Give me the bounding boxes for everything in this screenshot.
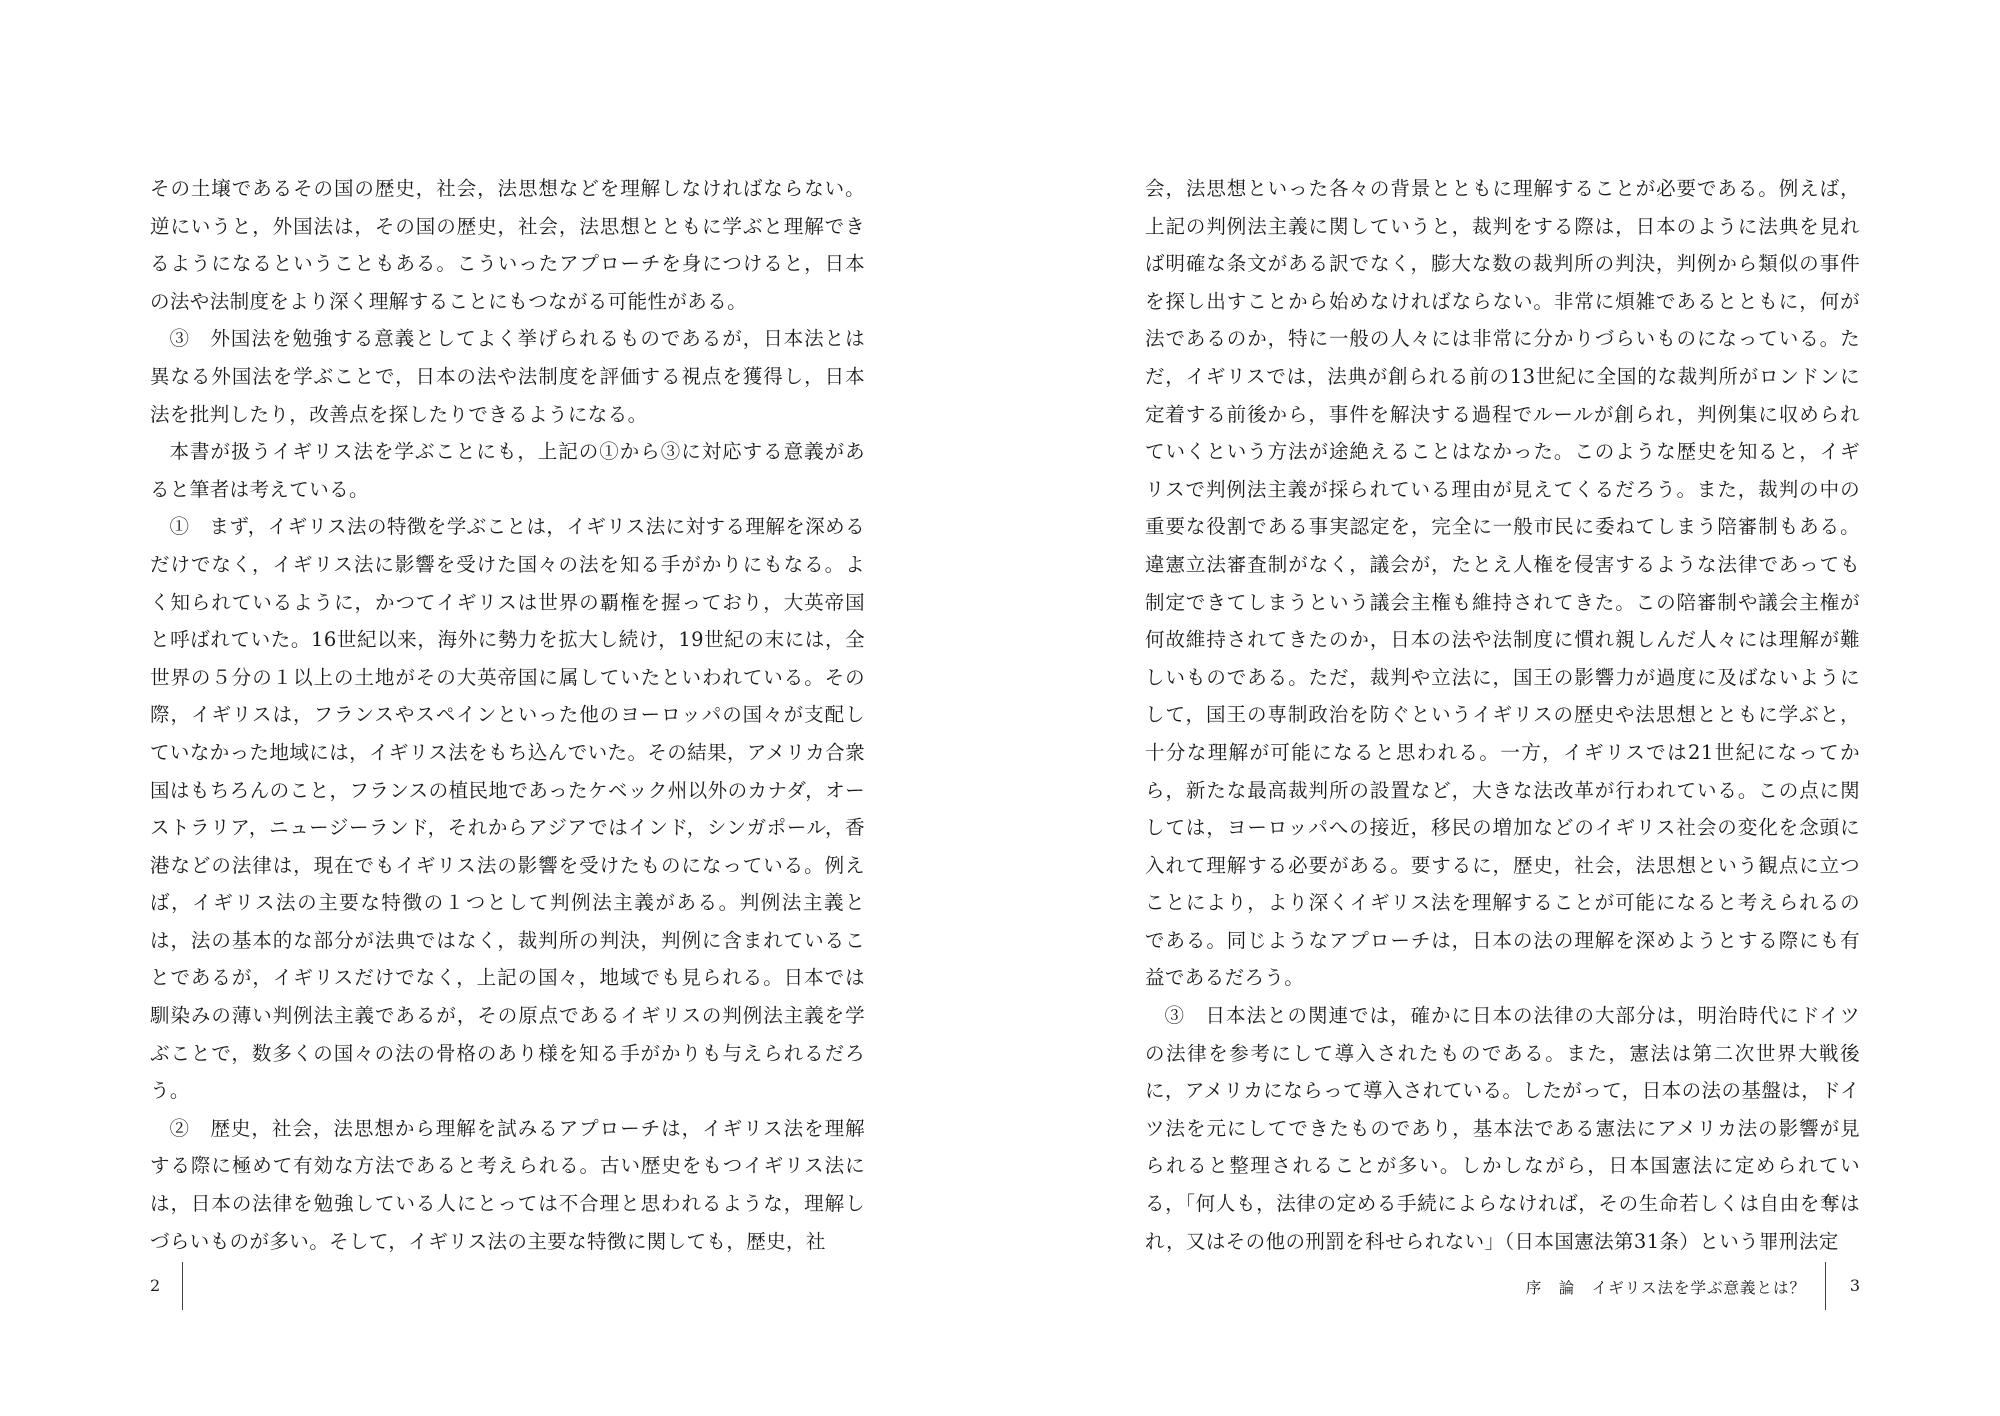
right-page (1145, 170, 1860, 1260)
left-paragraph-2: ③ 外国法を勉強する意義としてよく挙げられるものであるが，日本法とは異なる外国法を学ぶことで，日本の法や法制度を評価する視点を獲得し，日本法を批判したり，改善点を探したりできるようになる。 (150, 327, 865, 426)
right-footer-rule (1825, 1262, 1826, 1310)
left-footer-rule (182, 1262, 183, 1310)
left-page (150, 170, 865, 1260)
left-page-body (150, 170, 865, 1260)
right-page-body (1145, 170, 1860, 1260)
left-page-footer (150, 1262, 210, 1310)
right-page-number: 3 (1849, 1276, 1860, 1295)
running-head: 序 論 イギリス法を学ぶ意義とは？ (1525, 1279, 1806, 1297)
left-page-number: 2 (150, 1276, 161, 1295)
left-paragraph-5: ② 歴史，社会，法思想から理解を試みるアプローチは，イギリス法を理解する際に極めて有効な方法であると考えられる。古い歴史をもつイギリス法には，日本の法律を勉強している人にとっては不合理と思われるような，理解しづらいものが多い。そして，イギリス法の主要な特徴に関しても，歴史，社 (150, 1116, 865, 1253)
right-paragraph-2: ③ 日本法との関連では，確かに日本の法律の大部分は，明治時代にドイツの法律を参考にして導入されたものである。また，憲法は第二次世界大戦後に，アメリカにならって導入されている。したがって，日本の法の基盤は，ドイツ法を元にしてできたものであり，基本法である憲法にアメリカ法の影響が見られると整理されることが多い。しかしながら，日本国憲法に定められている，「何人も，法律の定める手続によらなければ，その生命若しくは自由を奪はれ，又はその他の刑罰を科せられない」（日本国憲法第31条）という罪刑法定 (1145, 1004, 1860, 1253)
right-page-footer (1500, 1262, 1860, 1310)
left-paragraph-3: 本書が扱うイギリス法を学ぶことにも，上記の①から③に対応する意義があると筆者は考えている。 (150, 440, 865, 501)
left-paragraph-1: その土壌であるその国の歴史，社会，法思想などを理解しなければならない。逆にいうと，外国法は，その国の歴史，社会，法思想とともに学ぶと理解できるようになるということもある。こういったアプローチを身につけると，日本の法や法制度をより深く理解することにもつながる可能性がある。 (150, 177, 865, 313)
left-paragraph-4: ① まず，イギリス法の特徴を学ぶことは，イギリス法に対する理解を深めるだけでなく，イギリス法に影響を受けた国々の法を知る手がかりにもなる。よく知られているように，かつてイギリスは世界の覇権を握っており，大英帝国と呼ばれていた。16世紀以来，海外に勢力を拡大し続け，19世紀の末には，全世界の５分の１以上の土地がその大英帝国に属していたといわれている。その際，イギリスは，フランスやスペインといった他のヨーロッパの国々が支配していなかった地域には，イギリス法をもち込んでいた。その結果，アメリカ合衆国はもちろんのこと，フランスの植民地であったケベック州以外のカナダ，オーストラリア，ニュージーランド，それからアジアではインド，シンガポール，香港などの法律は，現在でもイギリス法の影響を受けたものになっている。例えば，イギリス法の主要な特徴の１つとして判例法主義がある。判例法主義とは，法の基本的な部分が法典ではなく，裁判所の判決，判例に含まれていることであるが，イギリスだけでなく，上記の国々，地域でも見られる。日本では馴染みの薄い判例法主義であるが，その原点であるイギリスの判例法主義を学ぶことで，数多くの国々の法の骨格のあり様を知る手がかりも与えられるだろう。 (150, 515, 865, 1103)
right-paragraph-1: 会，法思想といった各々の背景とともに理解することが必要である。例えば，上記の判例法主義に関していうと，裁判をする際は，日本のように法典を見れば明確な条文がある訳でなく，膨大な数の裁判所の判決，判例から類似の事件を探し出すことから始めなければならない。非常に煩雑であるとともに，何が法であるのか，特に一般の人々には非常に分かりづらいものになっている。ただ，イギリスでは，法典が創られる前の13世紀に全国的な裁判所がロンドンに定着する前後から，事件を解決する過程でルールが創られ，判例集に収められていくという方法が途絶えることはなかった。このような歴史を知ると，イギリスで判例法主義が採られている理由が見えてくるだろう。また，裁判の中の重要な役割である事実認定を，完全に一般市民に委ねてしまう陪審制もある。違憲立法審査制がなく，議会が，たとえ人権を侵害するような法律であっても制定できてしまうという議会主権も維持されてきた。この陪審制や議会主権が何故維持されてきたのか，日本の法や法制度に慣れ親しんだ人々には理解が難しいものである。ただ，裁判や立法に，国王の影響力が過度に及ばないようにして，国王の専制政治を防ぐというイギリスの歴史や法思想とともに学ぶと，十分な理解が可能になると思われる。一方，イギリスでは21世紀になってから，新たな最高裁判所の設置など，大きな法改革が行われている。この点に関しては，ヨーロッパへの接近，移民の増加などのイギリス社会の変化を念頭に入れて理解する必要がある。要するに，歴史，社会，法思想という観点に立つことにより，より深くイギリス法を理解することが可能になると考えられるのである。同じようなアプローチは，日本の法の理解を深めようとする際にも有益であるだろう。 (1145, 177, 1860, 990)
